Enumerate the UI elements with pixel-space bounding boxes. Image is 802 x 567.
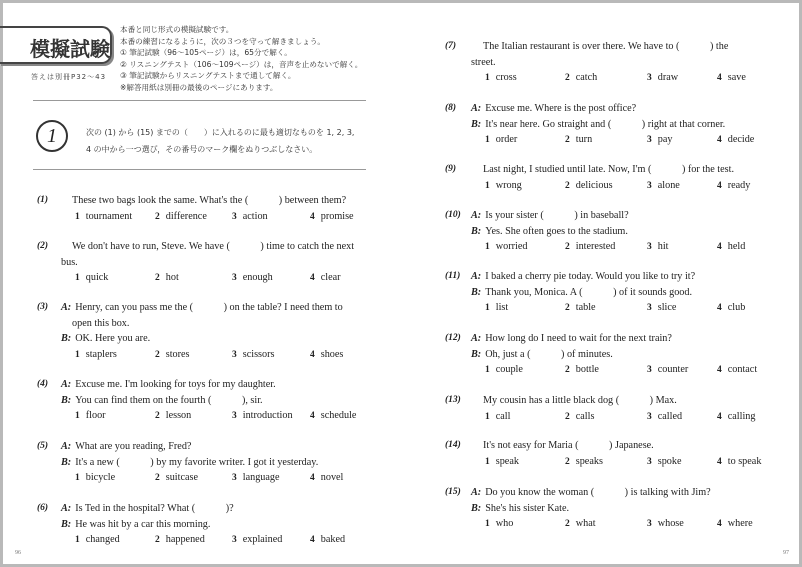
answer-choice xyxy=(717,70,746,87)
speaker-label: A: xyxy=(471,333,482,344)
question-line xyxy=(61,501,234,517)
choice-number: 1 xyxy=(485,242,490,252)
answer-choice xyxy=(232,408,293,425)
choice-text: delicious xyxy=(575,179,613,191)
question-text: Yes. She often goes to the stadium. xyxy=(485,225,628,237)
choice-number: 1 xyxy=(485,135,490,145)
question-number: (10) xyxy=(445,210,461,220)
answer-choice xyxy=(232,270,273,287)
answer-choice xyxy=(485,132,517,149)
intro-line: ② リスニングテスト（106〜109ページ）は，音声を止めないで解く。 xyxy=(120,59,363,69)
speaker-label: B: xyxy=(471,225,482,237)
answer-choice xyxy=(310,347,343,364)
choice-number: 2 xyxy=(565,519,570,529)
choice-number: 2 xyxy=(155,535,160,545)
choice-text: quick xyxy=(85,272,109,283)
page-number: 97 xyxy=(783,550,789,556)
question-number: (5) xyxy=(37,441,49,451)
question-line xyxy=(471,347,613,363)
question-line xyxy=(61,439,191,455)
choice-text: floor xyxy=(85,410,106,421)
choice-text: whose xyxy=(657,518,684,529)
question-number: (3) xyxy=(37,302,49,312)
answer-choice xyxy=(155,347,190,364)
choice-text: difference xyxy=(165,210,207,222)
question-line xyxy=(72,316,129,332)
choice-text: spoke xyxy=(657,455,682,467)
answer-choice xyxy=(647,516,684,533)
choice-text: speak xyxy=(495,455,519,467)
question-text: These two bags look the same. What's the ( ) between them? xyxy=(72,195,347,206)
question-text: Last night, I studied until late. Now, I'm ( ) for the test. xyxy=(483,164,735,175)
choice-text: table xyxy=(575,302,596,313)
answer-choice xyxy=(310,270,341,287)
choice-text: ready xyxy=(727,179,751,191)
answer-choice xyxy=(485,409,510,426)
answer-choice xyxy=(647,454,682,471)
choice-text: couple xyxy=(495,364,523,375)
choice-text: called xyxy=(657,410,683,422)
choice-text: language xyxy=(242,472,280,483)
answer-choice xyxy=(717,516,753,533)
question-line xyxy=(61,455,318,471)
answer-choice xyxy=(75,470,115,487)
answer-choice xyxy=(75,408,106,425)
speaker-label: A: xyxy=(471,210,482,221)
answer-choice xyxy=(717,239,745,256)
answer-choice xyxy=(647,132,672,149)
answer-choice xyxy=(565,239,615,256)
answer-choice xyxy=(155,270,179,287)
question-line xyxy=(483,438,654,454)
choice-number: 2 xyxy=(155,349,160,360)
question-text: street. xyxy=(471,56,496,68)
choice-text: what xyxy=(575,518,596,529)
choice-number: 2 xyxy=(565,242,570,252)
choice-number: 2 xyxy=(155,273,160,283)
answer-choice xyxy=(232,347,274,364)
choice-text: held xyxy=(727,241,746,252)
choice-number: 3 xyxy=(647,180,652,191)
choice-number: 3 xyxy=(232,535,237,545)
section-instructions xyxy=(86,124,354,158)
choice-text: stores xyxy=(165,348,190,360)
choice-number: 4 xyxy=(717,365,722,375)
choice-number: 2 xyxy=(565,73,570,83)
question-text: OK. Here you are. xyxy=(75,333,151,344)
answer-choice xyxy=(232,209,268,226)
question-text: He was hit by a car this morning. xyxy=(75,518,211,530)
choice-number: 4 xyxy=(310,411,315,421)
question-line xyxy=(471,208,629,224)
question-number: (12) xyxy=(445,333,461,343)
choice-text: list xyxy=(495,302,509,313)
choice-text: draw xyxy=(657,72,679,83)
question-line xyxy=(61,393,263,409)
instruction-line: 次の (1) から (15) までの（ ）に入れるのに最も適切なものを 1, 2, 3, xyxy=(86,128,355,137)
answer-choice xyxy=(717,300,745,317)
question-line xyxy=(61,255,78,271)
choice-number: 1 xyxy=(75,411,80,421)
speaker-label: B: xyxy=(471,286,482,298)
question-line xyxy=(61,331,150,347)
answer-choice xyxy=(75,532,120,549)
answer-choice xyxy=(647,362,688,379)
question-number: (7) xyxy=(445,41,457,51)
question-number: (4) xyxy=(37,379,49,389)
answer-choice xyxy=(565,409,594,426)
question-text: Thank you, Monica. A ( ) of it sounds good. xyxy=(485,286,693,298)
answer-choice xyxy=(310,532,345,549)
choice-text: explained xyxy=(242,534,283,545)
intro-text xyxy=(120,24,362,93)
answer-choice xyxy=(565,70,597,87)
instruction-line: 4 の中から一つ選び，その番号のマーク欄をぬりつぶしなさい。 xyxy=(86,145,318,154)
choice-number: 4 xyxy=(717,303,722,313)
choice-number: 1 xyxy=(75,535,80,545)
question-line xyxy=(483,393,677,409)
speaker-label: B: xyxy=(471,502,482,514)
answer-choice xyxy=(647,409,682,426)
answer-choice xyxy=(565,178,613,195)
choice-number: 3 xyxy=(647,303,652,313)
question-number: (14) xyxy=(445,440,461,450)
choice-number: 4 xyxy=(310,535,315,545)
question-line xyxy=(61,517,210,533)
intro-line: ※解答用紙は別冊の最後のページにあります。 xyxy=(120,82,278,92)
question-text: It's not easy for Maria ( ) Japanese. xyxy=(483,440,654,451)
answer-choice xyxy=(310,209,354,226)
choice-text: club xyxy=(727,302,746,313)
question-line xyxy=(72,193,346,209)
right-page xyxy=(401,3,799,564)
question-text: She's his sister Kate. xyxy=(485,502,570,514)
choice-text: pay xyxy=(657,134,673,145)
choice-number: 3 xyxy=(232,273,237,283)
question-number: (13) xyxy=(445,395,461,405)
choice-number: 2 xyxy=(155,211,160,222)
answer-choice xyxy=(75,347,117,364)
speaker-label: B: xyxy=(61,394,72,406)
answer-choice xyxy=(717,454,761,471)
question-line xyxy=(471,485,711,501)
speaker-label: B: xyxy=(61,456,72,468)
question-text: Is Ted in the hospital? What ( )? xyxy=(75,503,234,514)
question-text: Is your sister ( ) in baseball? xyxy=(485,210,629,221)
question-text: Excuse me. Where is the post office? xyxy=(485,103,637,114)
question-number: (11) xyxy=(445,271,461,281)
choice-text: schedule xyxy=(320,410,357,421)
choice-number: 2 xyxy=(155,411,160,421)
choice-number: 4 xyxy=(717,135,722,145)
choice-number: 3 xyxy=(232,473,237,483)
question-line xyxy=(471,285,692,301)
choice-text: alone xyxy=(657,179,680,191)
question-text: It's near here. Go straight and ( ) right at that corner. xyxy=(485,118,726,130)
choice-number: 3 xyxy=(647,135,652,145)
intro-line: 本番の練習になるように，次の３つを守って解きましょう。 xyxy=(120,36,326,46)
choice-text: slice xyxy=(657,302,677,313)
choice-number: 4 xyxy=(310,211,315,222)
question-number: (15) xyxy=(445,487,461,497)
choice-number: 3 xyxy=(232,211,237,222)
question-number: (6) xyxy=(37,503,49,513)
answer-choice xyxy=(565,132,592,149)
speaker-label: B: xyxy=(471,118,482,130)
choice-text: where xyxy=(727,518,753,529)
choice-number: 4 xyxy=(717,242,722,252)
question-line xyxy=(471,101,636,117)
answer-choice xyxy=(232,470,280,487)
left-page xyxy=(3,3,401,564)
question-text: Do you know the woman ( ) is talking with Jim? xyxy=(485,487,711,498)
choice-number: 1 xyxy=(485,180,490,191)
choice-number: 1 xyxy=(485,519,490,529)
choice-number: 4 xyxy=(310,473,315,483)
answer-choice xyxy=(647,70,678,87)
answer-choice xyxy=(717,362,757,379)
intro-line: 本番と同じ形式の模擬試験です。 xyxy=(120,25,234,34)
question-text: Henry, can you pass me the ( ) on the table? I need them to xyxy=(75,302,343,313)
speaker-label: A: xyxy=(471,487,482,498)
answer-reference: 答えは別冊P32〜43 xyxy=(31,73,107,81)
choice-text: enough xyxy=(242,272,273,283)
choice-number: 4 xyxy=(717,456,722,467)
choice-number: 4 xyxy=(717,73,722,83)
choice-number: 3 xyxy=(232,411,237,421)
question-number: (2) xyxy=(37,241,49,251)
intro-line: ③ 筆記試験からリスニングテストまで通して解く。 xyxy=(120,71,296,80)
choice-number: 4 xyxy=(717,519,722,529)
answer-choice xyxy=(155,408,191,425)
answer-choice xyxy=(485,454,519,471)
answer-choice xyxy=(647,178,680,195)
question-line xyxy=(483,39,728,55)
choice-text: introduction xyxy=(242,410,293,421)
question-number: (8) xyxy=(445,103,457,113)
question-text: My cousin has a little black dog ( ) Max. xyxy=(483,395,677,406)
answer-choice xyxy=(565,362,599,379)
question-text: I baked a cherry pie today. Would you like to try it? xyxy=(485,271,696,282)
choice-text: who xyxy=(495,518,514,529)
choice-number: 3 xyxy=(232,349,237,360)
choice-number: 1 xyxy=(485,411,490,422)
answer-choice xyxy=(485,516,513,533)
choice-text: order xyxy=(495,134,518,145)
choice-number: 4 xyxy=(717,180,722,191)
answer-choice xyxy=(485,300,508,317)
answer-choice xyxy=(565,300,596,317)
speaker-label: B: xyxy=(471,348,482,360)
divider xyxy=(33,100,366,101)
section-number: 1 xyxy=(36,120,68,152)
answer-choice xyxy=(565,454,603,471)
answer-choice xyxy=(75,270,108,287)
speaker-label: A: xyxy=(471,271,482,282)
choice-number: 3 xyxy=(647,456,652,467)
choice-number: 1 xyxy=(485,303,490,313)
answer-choice xyxy=(717,132,754,149)
answer-choice xyxy=(485,239,527,256)
choice-text: scissors xyxy=(242,348,275,360)
question-line xyxy=(61,377,276,393)
question-text: The Italian restaurant is over there. We have to ( ) the xyxy=(483,41,729,52)
choice-number: 1 xyxy=(75,473,80,483)
question-line xyxy=(471,224,628,240)
choice-number: 3 xyxy=(647,411,652,422)
choice-text: promise xyxy=(320,210,354,222)
choice-text: wrong xyxy=(495,179,522,191)
choice-number: 2 xyxy=(565,456,570,467)
choice-text: tournament xyxy=(85,210,133,222)
choice-number: 3 xyxy=(647,365,652,375)
question-text: You can find them on the fourth ( ), sir. xyxy=(75,394,263,406)
choice-text: save xyxy=(727,72,746,83)
choice-text: counter xyxy=(657,364,689,375)
choice-text: baked xyxy=(320,534,346,545)
question-line xyxy=(471,501,569,517)
intro-line: ① 筆記試験（96〜105ページ）は，65分で解く。 xyxy=(120,48,292,57)
choice-number: 1 xyxy=(485,73,490,83)
choice-text: bicycle xyxy=(85,472,116,483)
answer-choice xyxy=(717,409,755,426)
choice-text: hit xyxy=(657,241,669,252)
choice-text: decide xyxy=(727,134,755,145)
choice-text: staplers xyxy=(85,348,117,360)
answer-choice xyxy=(717,178,750,195)
page-number: 96 xyxy=(15,550,21,556)
question-text: How long do I need to wait for the next train? xyxy=(485,333,672,344)
answer-choice xyxy=(485,362,523,379)
question-line xyxy=(483,162,734,178)
answer-choice xyxy=(75,209,132,226)
choice-number: 3 xyxy=(647,73,652,83)
speaker-label: A: xyxy=(61,503,72,514)
choice-number: 3 xyxy=(647,519,652,529)
choice-number: 2 xyxy=(155,473,160,483)
choice-text: novel xyxy=(320,472,344,483)
question-line xyxy=(471,269,695,285)
choice-number: 1 xyxy=(485,456,490,467)
choice-number: 2 xyxy=(565,303,570,313)
choice-text: to speak xyxy=(727,455,762,467)
question-line xyxy=(72,239,354,255)
choice-number: 2 xyxy=(565,411,570,422)
answer-choice xyxy=(155,532,205,549)
choice-text: happened xyxy=(165,534,205,545)
choice-number: 4 xyxy=(310,273,315,283)
choice-text: contact xyxy=(727,364,758,375)
choice-number: 1 xyxy=(75,273,80,283)
answer-choice xyxy=(647,300,676,317)
question-text: open this box. xyxy=(72,317,130,329)
answer-choice xyxy=(565,516,596,533)
question-line xyxy=(471,331,672,347)
question-text: Excuse me. I'm looking for toys for my daughter. xyxy=(75,379,276,390)
choice-text: hot xyxy=(165,272,179,283)
choice-text: suitcase xyxy=(165,472,198,483)
speaker-label: A: xyxy=(61,379,72,390)
question-text: It's a new ( ) by my favorite writer. I got it yesterday. xyxy=(75,456,319,468)
choice-text: bottle xyxy=(575,364,599,375)
choice-number: 1 xyxy=(75,349,80,360)
answer-choice xyxy=(647,239,669,256)
divider xyxy=(33,169,366,170)
question-line xyxy=(471,117,725,133)
speaker-label: A: xyxy=(61,302,72,313)
speaker-label: A: xyxy=(471,103,482,114)
answer-choice xyxy=(232,532,282,549)
answer-choice xyxy=(310,470,343,487)
choice-number: 2 xyxy=(565,135,570,145)
choice-text: interested xyxy=(575,241,616,252)
question-text: What are you reading, Fred? xyxy=(75,441,192,452)
choice-text: cross xyxy=(495,72,517,83)
question-number: (1) xyxy=(37,195,49,205)
choice-text: shoes xyxy=(320,348,344,360)
speaker-label: B: xyxy=(61,333,72,344)
choice-number: 3 xyxy=(647,242,652,252)
choice-text: calls xyxy=(575,410,595,422)
choice-text: lesson xyxy=(165,410,192,421)
question-text: Oh, just a ( ) of minutes. xyxy=(485,348,613,360)
page-title: 模擬試験 xyxy=(30,37,110,61)
choice-text: call xyxy=(495,410,511,422)
speaker-label: A: xyxy=(61,441,72,452)
question-text: We don't have to run, Steve. We have ( ) time to catch the next xyxy=(72,241,355,252)
question-number: (9) xyxy=(445,164,457,174)
answer-choice xyxy=(485,178,522,195)
choice-number: 2 xyxy=(565,365,570,375)
choice-text: worried xyxy=(495,241,528,252)
choice-number: 1 xyxy=(485,365,490,375)
choice-number: 4 xyxy=(310,349,315,360)
question-line xyxy=(61,300,343,316)
question-text: bus. xyxy=(61,256,78,268)
choice-text: turn xyxy=(575,134,593,145)
choice-number: 2 xyxy=(565,180,570,191)
answer-choice xyxy=(310,408,356,425)
choice-text: changed xyxy=(85,534,120,545)
choice-text: calling xyxy=(727,410,756,422)
choice-number: 4 xyxy=(717,411,722,422)
choice-text: speaks xyxy=(575,455,603,467)
question-line xyxy=(471,55,496,71)
answer-choice xyxy=(155,209,207,226)
choice-text: catch xyxy=(575,72,598,83)
answer-choice xyxy=(155,470,198,487)
choice-number: 1 xyxy=(75,211,80,222)
speaker-label: B: xyxy=(61,518,72,530)
choice-text: action xyxy=(242,210,268,222)
answer-choice xyxy=(485,70,517,87)
choice-text: clear xyxy=(320,272,341,283)
